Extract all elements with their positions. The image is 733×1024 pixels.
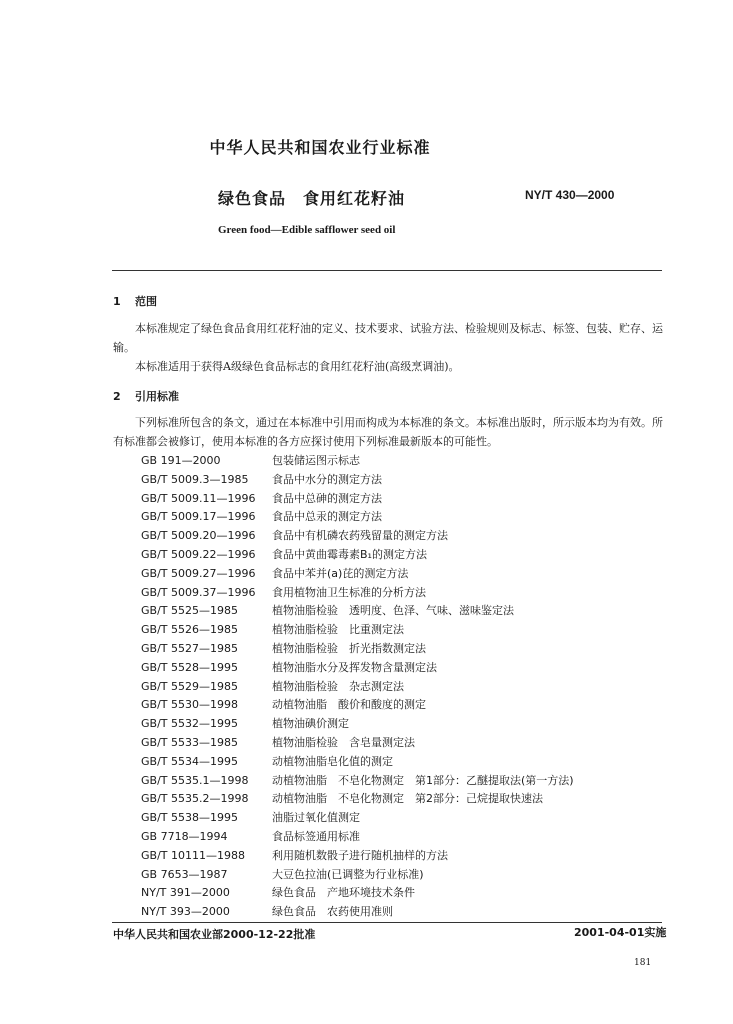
reference-title: 植物油脂检验 杂志测定法 <box>272 679 404 693</box>
reference-code: GB/T 5009.37—1996 <box>141 585 256 599</box>
document-title-cn: 绿色食品 食用红花籽油 <box>218 189 406 208</box>
reference-title: 食品标签通用标准 <box>272 830 360 843</box>
reference-code: GB 7653—1987 <box>141 867 228 881</box>
section-1-title: 范围 <box>135 295 157 308</box>
reference-item <box>141 677 404 696</box>
section-2-intro: 下列标准所包含的条文，通过在本标准中引用而构成为本标准的条文。本标准出版时，所示版本均为有效。所有标准都会被修订，使用本标准的各方应探讨使用下列标准最新版本的可能性。 <box>113 416 663 448</box>
reference-item <box>141 620 404 639</box>
reference-item <box>141 658 437 677</box>
reference-item <box>141 583 426 602</box>
reference-title: 食品中水分的测定方法 <box>272 472 382 486</box>
reference-code: GB/T 5534—1995 <box>141 754 238 768</box>
header-rule <box>112 270 662 271</box>
reference-code: GB/T 5533—1985 <box>141 736 238 749</box>
reference-item <box>141 470 382 489</box>
document-title-en: Green food—Edible safflower seed oil <box>218 224 396 236</box>
reference-code: GB/T 10111—1988 <box>141 848 245 862</box>
reference-item <box>141 865 424 884</box>
reference-item <box>141 789 543 808</box>
reference-title: 包装储运图示标志 <box>272 454 360 467</box>
reference-code: GB/T 5009.20—1996 <box>141 529 256 543</box>
effective-date: 2001-04-01实施 <box>574 926 667 939</box>
reference-title: 利用随机数骰子进行随机抽样的方法 <box>272 848 448 862</box>
reference-item <box>141 733 415 752</box>
section-1-paragraph-2: 本标准适用于获得A级绿色食品标志的食用红花籽油(高级烹调油)。 <box>135 360 460 373</box>
reference-title: 植物油脂检验 含皂量测定法 <box>272 736 415 749</box>
reference-item <box>141 902 393 921</box>
reference-code: GB/T 5535.1—1998 <box>141 773 249 787</box>
reference-title: 植物油脂检验 折光指数测定法 <box>272 642 426 655</box>
reference-item <box>141 771 574 790</box>
reference-title: 植物油脂水分及挥发物含量测定法 <box>272 660 437 674</box>
footer-rule <box>112 922 662 923</box>
section-1-paragraph-1: 本标准规定了绿色食品食用红花籽油的定义、技术要求、试验方法、检验规则及标志、标签、包装、贮存、运输。 <box>113 322 663 354</box>
reference-title: 动植物油脂 不皂化物测定 第2部分：己烷提取快速法 <box>272 792 543 806</box>
reference-title: 食品中总汞的测定方法 <box>272 510 382 524</box>
reference-item <box>141 564 408 583</box>
page-number: 181 <box>634 958 652 968</box>
reference-title: 大豆色拉油(已调整为行业标准) <box>272 867 424 881</box>
reference-title: 动植物油脂 酸价和酸度的测定 <box>272 698 426 712</box>
reference-item <box>141 846 448 865</box>
reference-code: GB/T 5009.17—1996 <box>141 510 256 524</box>
reference-code: GB/T 5532—1995 <box>141 717 238 731</box>
section-2-title: 引用标准 <box>135 390 179 403</box>
reference-code: NY/T 391—2000 <box>141 886 230 900</box>
reference-code: GB 7718—1994 <box>141 830 228 843</box>
reference-title: 绿色食品 产地环境技术条件 <box>272 886 415 900</box>
reference-item <box>141 714 349 733</box>
reference-code: GB 191—2000 <box>141 454 221 467</box>
reference-code: GB/T 5538—1995 <box>141 811 238 825</box>
section-2-number: 2 <box>113 390 121 403</box>
approval-date: 中华人民共和国农业部2000-12-22批准 <box>113 928 316 941</box>
reference-title: 植物油脂检验 比重测定法 <box>272 623 404 637</box>
reference-code: GB/T 5009.22—1996 <box>141 548 256 561</box>
standard-body-header: 中华人民共和国农业行业标准 <box>209 138 431 157</box>
reference-item <box>141 601 514 620</box>
reference-item <box>141 489 382 508</box>
reference-code: GB/T 5009.3—1985 <box>141 472 249 486</box>
reference-item <box>141 639 426 658</box>
reference-title: 动植物油脂 不皂化物测定 第1部分：乙醚提取法(第一方法) <box>272 773 574 787</box>
reference-code: GB/T 5527—1985 <box>141 642 238 655</box>
reference-title: 食品中有机磷农药残留量的测定方法 <box>272 529 448 543</box>
reference-code: GB/T 5009.11—1996 <box>141 491 256 505</box>
reference-code: GB/T 5529—1985 <box>141 679 238 693</box>
reference-code: GB/T 5528—1995 <box>141 660 238 674</box>
reference-item <box>141 883 415 902</box>
reference-item <box>141 545 427 564</box>
reference-item <box>141 808 360 827</box>
reference-code: NY/T 393—2000 <box>141 905 230 919</box>
reference-code: GB/T 5530—1998 <box>141 698 238 712</box>
reference-item <box>141 695 426 714</box>
reference-item <box>141 526 448 545</box>
reference-title: 食品中苯并(a)芘的测定方法 <box>272 566 409 580</box>
reference-item <box>141 507 382 526</box>
reference-title: 食品中总砷的测定方法 <box>272 491 382 505</box>
section-1-number: 1 <box>113 295 121 308</box>
reference-title: 植物油脂检验 透明度、色泽、气味、滋味鉴定法 <box>272 604 514 618</box>
reference-title: 油脂过氧化值测定 <box>272 811 360 825</box>
section-1-heading <box>113 293 157 309</box>
reference-item <box>141 752 393 771</box>
reference-title: 动植物油脂皂化值的测定 <box>272 754 393 768</box>
reference-item <box>141 451 360 470</box>
reference-code: GB/T 5009.27—1996 <box>141 566 256 580</box>
reference-title: 绿色食品 农药使用准则 <box>272 905 393 919</box>
reference-code: GB/T 5525—1985 <box>141 604 238 618</box>
reference-code: GB/T 5535.2—1998 <box>141 792 249 806</box>
reference-item <box>141 827 360 846</box>
reference-code: GB/T 5526—1985 <box>141 623 238 637</box>
reference-title: 食用植物油卫生标准的分析方法 <box>272 585 426 599</box>
section-2-heading <box>113 388 179 404</box>
reference-title: 植物油碘价测定 <box>272 717 349 731</box>
reference-title: 食品中黄曲霉毒素B₁的测定方法 <box>272 548 427 561</box>
standard-code: NY/T 430—2000 <box>525 188 615 202</box>
